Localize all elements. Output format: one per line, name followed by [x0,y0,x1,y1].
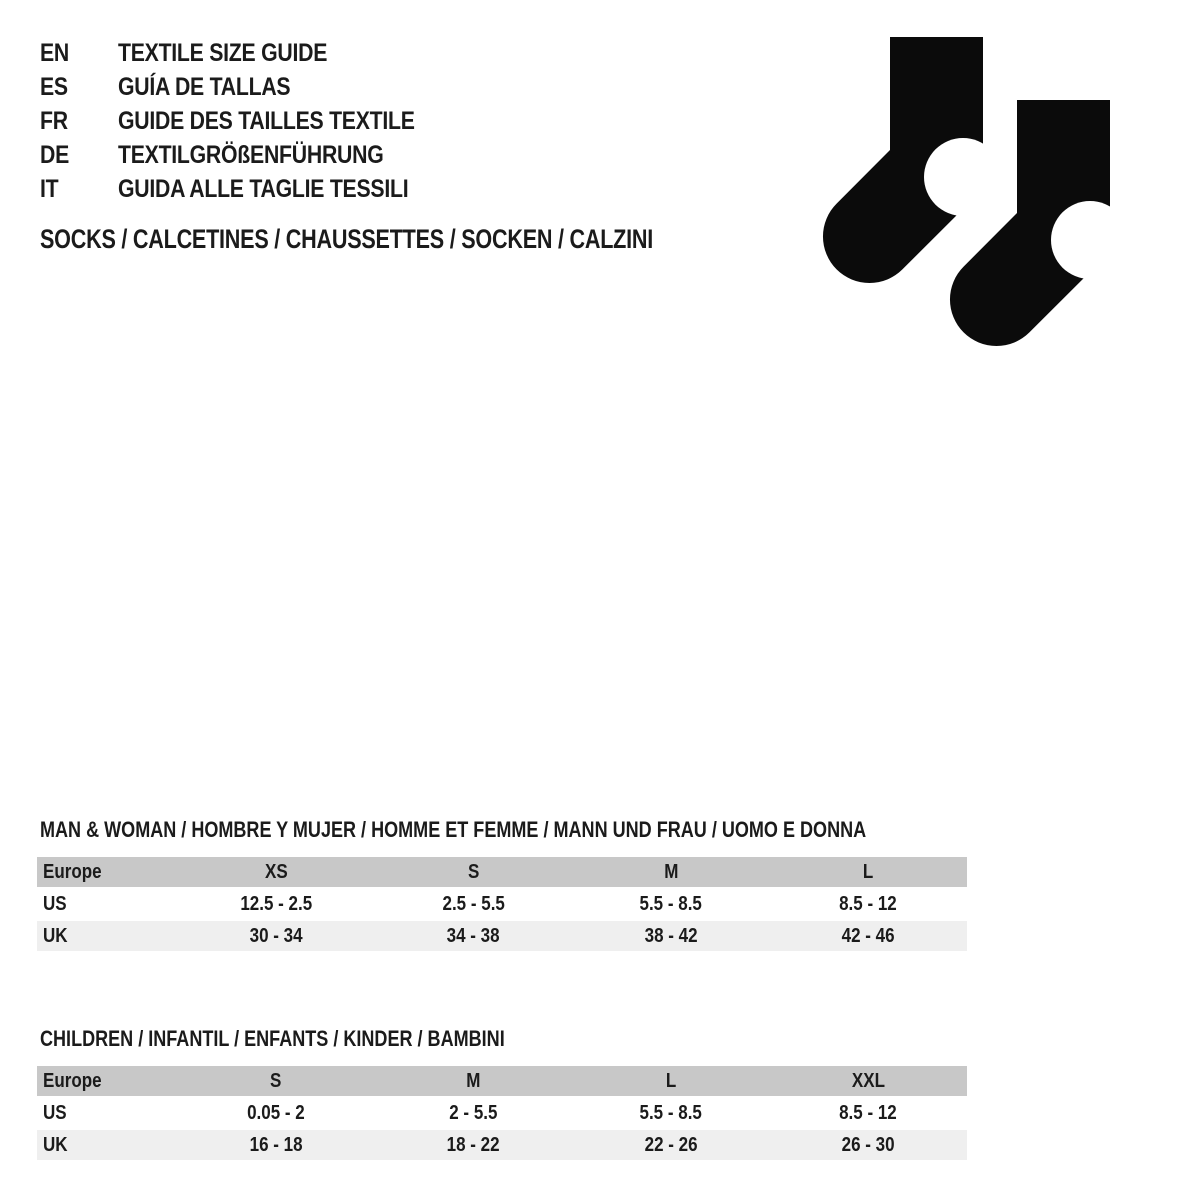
size-cell: 0.05 - 2 [177,1097,374,1129]
language-code: DE [40,141,70,169]
column-header: XXL [770,1066,967,1097]
size-cell: 30 - 34 [177,920,374,952]
size-cell: 16 - 18 [177,1129,374,1161]
region-cell: US [37,1097,177,1129]
column-header: M [375,1066,572,1097]
region-cell: UK [37,920,177,952]
language-label: TEXTILGRÖßENFÜHRUNG [118,141,384,169]
table-row-us [37,888,967,920]
size-section-man-woman [37,818,967,953]
size-cell: 18 - 22 [375,1129,572,1161]
size-cell: 22 - 26 [572,1129,769,1161]
language-code: IT [40,175,59,203]
column-header: S [375,857,572,888]
size-cell: 12.5 - 2.5 [177,888,374,920]
sock-back-shape [823,37,1002,283]
size-cell: 5.5 - 8.5 [572,888,769,920]
size-cell: 26 - 30 [770,1129,967,1161]
size-table-man-woman [37,857,967,953]
size-cell: 8.5 - 12 [770,888,967,920]
language-code: ES [40,73,68,101]
socks-icon [818,37,1110,347]
size-cell: 34 - 38 [375,920,572,952]
language-row [40,138,467,172]
size-table-children [37,1066,967,1162]
table-row-uk [37,920,967,952]
size-cell: 42 - 46 [770,920,967,952]
column-header: Europe [37,1066,177,1097]
size-cell: 8.5 - 12 [770,1097,967,1129]
region-cell: US [37,888,177,920]
language-title-list [40,36,467,206]
language-code: FR [40,107,68,135]
category-title: SOCKS / CALCETINES / CHAUSSETTES / SOCKEN / CALZINI [40,224,654,254]
language-row [40,70,467,104]
column-header: L [770,857,967,888]
size-cell: 2.5 - 5.5 [375,888,572,920]
language-row [40,36,467,70]
language-code: EN [40,39,70,67]
table-header-row [37,857,967,888]
column-header: M [572,857,769,888]
language-row [40,104,467,138]
size-cell: 38 - 42 [572,920,769,952]
size-cell: 2 - 5.5 [375,1097,572,1129]
column-header: Europe [37,857,177,888]
language-label: GUIDA ALLE TAGLIE TESSILI [118,175,409,203]
column-header: XS [177,857,374,888]
table-row-us [37,1097,967,1129]
language-label: GUIDE DES TAILLES TEXTILE [118,107,415,135]
region-cell: UK [37,1129,177,1161]
size-cell: 5.5 - 8.5 [572,1097,769,1129]
table-title: CHILDREN / INFANTIL / ENFANTS / KINDER / BAMBINI [40,1026,505,1051]
table-row-uk [37,1129,967,1161]
column-header: S [177,1066,374,1097]
language-row [40,172,467,206]
language-label: GUÍA DE TALLAS [118,73,291,101]
table-title: MAN & WOMAN / HOMBRE Y MUJER / HOMME ET FEMME / MANN UND FRAU / UOMO E DONNA [40,817,867,842]
column-header: L [572,1066,769,1097]
language-label: TEXTILE SIZE GUIDE [118,39,328,67]
size-section-children [37,1027,967,1162]
table-header-row [37,1066,967,1097]
